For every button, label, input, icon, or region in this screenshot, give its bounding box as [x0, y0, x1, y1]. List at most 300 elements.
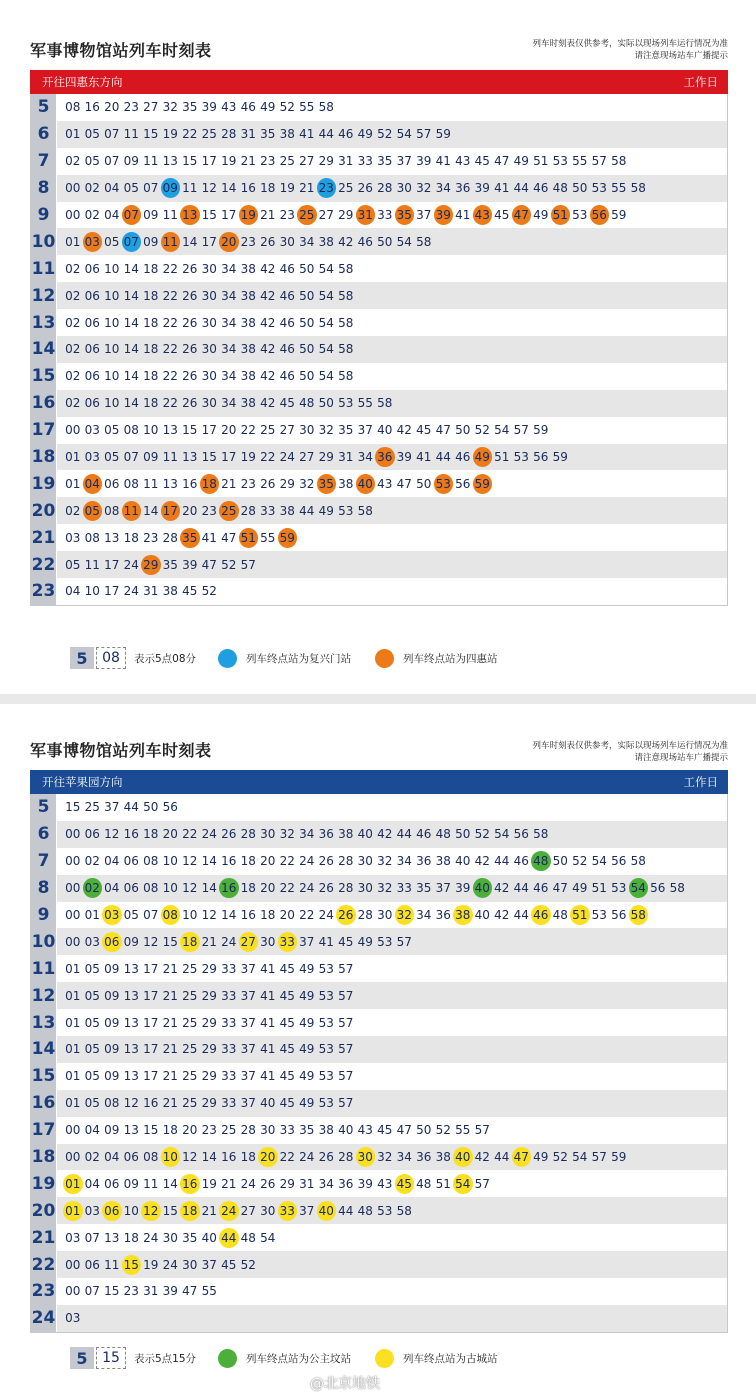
minute-cell: 21	[201, 934, 217, 949]
minute-cell: 09	[123, 1176, 139, 1191]
minute-cell: 25	[338, 181, 354, 196]
minute-cell-yellow: 03	[102, 905, 122, 925]
table-row	[31, 1305, 727, 1332]
minute-cell: 01	[65, 450, 81, 465]
minute-cell-green: 54	[629, 878, 649, 898]
minute-cell: 45	[279, 988, 295, 1003]
table-row	[31, 848, 727, 875]
minute-cell: 30	[182, 1257, 198, 1272]
minute-cell: 31	[240, 127, 256, 142]
minute-cell: 55	[260, 530, 276, 545]
minute-cell: 30	[201, 396, 217, 411]
minute-cell: 19	[221, 154, 237, 169]
table-row	[31, 1251, 727, 1278]
minute-cell: 32	[377, 1150, 393, 1165]
minute-cell: 34	[221, 369, 237, 384]
minute-cell: 22	[162, 342, 178, 357]
table-row	[31, 497, 727, 524]
minute-cell: 42	[396, 423, 412, 438]
table-row	[31, 309, 727, 336]
minute-cell: 53	[591, 908, 607, 922]
minute-cell: 50	[455, 827, 471, 842]
minute-cell: 48	[416, 1176, 432, 1191]
minute-cell: 41	[494, 181, 510, 196]
minute-cell: 04	[104, 881, 120, 896]
minute-cell: 09	[104, 1042, 120, 1057]
minute-cell: 51	[533, 154, 549, 169]
disclaimer-line-1: 列车时刻表仅供参考，实际以现场列车运行情况为准	[532, 39, 728, 49]
minute-cell: 57	[338, 988, 354, 1003]
legend-dot-icon	[218, 1349, 237, 1368]
minute-cell: 17	[143, 988, 159, 1003]
minute-cell: 06	[123, 881, 139, 896]
table-row	[31, 148, 727, 175]
minute-cell: 37	[435, 881, 451, 896]
minute-cell: 02	[65, 154, 81, 169]
hour-cell: 5	[31, 794, 57, 821]
table-row	[31, 255, 727, 282]
minute-cell: 24	[299, 1150, 315, 1165]
minute-cell: 07	[104, 127, 120, 142]
minute-cell: 33	[221, 988, 237, 1003]
minute-cell: 13	[123, 961, 139, 976]
minute-cell-green: 48	[531, 851, 551, 871]
minute-cell: 58	[416, 234, 432, 249]
minute-cell: 20	[182, 503, 198, 518]
table-row	[31, 1278, 727, 1305]
hour-cell: 14	[31, 1036, 57, 1063]
minute-cell: 51	[591, 881, 607, 896]
minute-cell: 57	[240, 557, 256, 572]
minute-cell: 54	[318, 342, 334, 357]
table-row	[31, 282, 727, 309]
table-row	[31, 821, 727, 848]
minute-cell: 25	[182, 1069, 198, 1084]
minute-cell: 50	[318, 396, 334, 411]
legend-item	[218, 1349, 351, 1368]
minute-cell: 11	[143, 1176, 159, 1191]
minute-cell: 44	[494, 854, 510, 869]
minute-cell: 57	[474, 1123, 490, 1138]
minute-cell: 59	[611, 1150, 627, 1165]
legend	[70, 647, 522, 669]
minute-cell: 13	[123, 1069, 139, 1084]
minute-cell-orange: 36	[375, 447, 395, 467]
minute-cell: 33	[396, 881, 412, 896]
minute-cell: 29	[201, 1015, 217, 1030]
minute-cell: 10	[123, 1203, 139, 1218]
minute-cell: 45	[338, 934, 354, 949]
minute-cell: 54	[396, 127, 412, 142]
minute-cell-orange: 40	[356, 474, 376, 494]
minute-cell: 31	[143, 584, 159, 599]
minute-cell: 04	[65, 584, 81, 599]
minute-cell: 54	[260, 1230, 276, 1245]
minutes-list	[57, 1063, 356, 1090]
legend-item	[375, 649, 498, 668]
minute-cell: 17	[221, 208, 237, 222]
minute-cell: 54	[494, 827, 510, 842]
minute-cell: 14	[221, 908, 237, 922]
minute-cell: 24	[299, 881, 315, 896]
minute-cell: 03	[65, 1230, 81, 1245]
minute-cell: 22	[162, 288, 178, 303]
table-row	[31, 1144, 727, 1171]
minute-cell-yellow: 16	[180, 1174, 200, 1194]
minute-cell: 49	[299, 1069, 315, 1084]
minute-cell: 25	[182, 988, 198, 1003]
minute-cell: 57	[591, 1150, 607, 1165]
minute-cell-blue: 09	[161, 178, 181, 198]
legend-dot-icon	[375, 1349, 394, 1368]
minute-cell: 45	[474, 154, 490, 169]
minute-cell: 29	[338, 208, 354, 222]
minute-cell: 55	[455, 1123, 471, 1138]
minute-cell: 00	[65, 881, 81, 896]
hour-cell: 18	[31, 1144, 57, 1171]
minute-cell: 32	[318, 423, 334, 438]
minute-cell: 56	[513, 827, 529, 842]
minute-cell-yellow: 18	[180, 932, 200, 952]
minute-cell: 30	[201, 261, 217, 276]
minute-cell: 41	[318, 934, 334, 949]
hour-cell: 12	[31, 982, 57, 1009]
minute-cell: 12	[201, 908, 217, 922]
minute-cell: 05	[65, 557, 81, 572]
minute-cell: 23	[123, 100, 139, 115]
hour-cell: 10	[31, 928, 57, 955]
minute-cell: 50	[455, 423, 471, 438]
minute-cell: 23	[123, 1284, 139, 1299]
table-row	[31, 1036, 727, 1063]
minute-cell: 22	[162, 396, 178, 411]
minute-cell-yellow: 06	[102, 932, 122, 952]
minute-cell: 46	[279, 315, 295, 330]
minutes-list	[57, 1197, 414, 1224]
minutes-list	[57, 1170, 492, 1197]
minute-cell: 14	[221, 181, 237, 196]
minute-cell: 04	[104, 854, 120, 869]
minute-cell: 32	[279, 827, 295, 842]
minute-cell: 44	[513, 908, 529, 922]
legend-dot-icon	[375, 649, 394, 668]
minute-cell-orange: 07	[122, 205, 142, 225]
minute-cell-yellow: 15	[122, 1255, 142, 1275]
minute-cell: 39	[162, 1284, 178, 1299]
legend-hour-sample: 5	[70, 1347, 94, 1369]
timetable-panel-east	[0, 0, 756, 694]
legend-item-label: 列车终点站为公主坟站	[246, 1352, 352, 1365]
minute-cell: 45	[221, 1257, 237, 1272]
minute-cell: 51	[435, 1176, 451, 1191]
minute-cell: 22	[299, 908, 315, 922]
minute-cell: 32	[416, 181, 432, 196]
minute-cell: 23	[279, 208, 295, 222]
minute-cell: 19	[162, 127, 178, 142]
minute-cell: 17	[143, 1069, 159, 1084]
minute-cell: 45	[416, 423, 432, 438]
minute-cell: 15	[182, 423, 198, 438]
minute-cell: 58	[338, 342, 354, 357]
minute-cell: 48	[240, 1230, 256, 1245]
minutes-list	[57, 1009, 356, 1036]
minute-cell: 34	[299, 234, 315, 249]
minute-cell: 22	[279, 881, 295, 896]
minute-cell: 09	[104, 988, 120, 1003]
minute-cell: 21	[162, 1069, 178, 1084]
minute-cell: 39	[396, 450, 412, 465]
minute-cell-orange: 20	[219, 232, 239, 252]
minute-cell-orange: 35	[180, 528, 200, 548]
minute-cell: 24	[123, 557, 139, 572]
minute-cell: 25	[182, 1042, 198, 1057]
minute-cell: 45	[182, 584, 198, 599]
watermark: @北京地铁	[310, 1376, 380, 1392]
minute-cell: 30	[357, 854, 373, 869]
minute-cell: 58	[338, 261, 354, 276]
minute-cell: 44	[396, 827, 412, 842]
minute-cell: 04	[104, 208, 120, 222]
minute-cell-yellow: 30	[356, 1147, 376, 1167]
minute-cell: 32	[377, 854, 393, 869]
minute-cell: 09	[104, 1123, 120, 1138]
minute-cell: 28	[357, 908, 373, 922]
minute-cell: 57	[338, 1069, 354, 1084]
minute-cell: 36	[318, 827, 334, 842]
minute-cell: 24	[201, 827, 217, 842]
minute-cell: 55	[611, 181, 627, 196]
minute-cell: 50	[416, 476, 432, 491]
minute-cell-orange: 56	[590, 205, 610, 225]
minute-cell-yellow: 47	[512, 1147, 532, 1167]
minute-cell: 46	[455, 450, 471, 465]
table-row	[31, 228, 727, 255]
minute-cell: 50	[377, 234, 393, 249]
minute-cell: 43	[221, 100, 237, 115]
minute-cell: 36	[435, 908, 451, 922]
hour-cell: 20	[31, 1197, 57, 1224]
minute-cell: 02	[84, 208, 100, 222]
minute-cell: 31	[143, 1284, 159, 1299]
minute-cell: 02	[84, 854, 100, 869]
minute-cell: 06	[84, 342, 100, 357]
minute-cell: 52	[474, 827, 490, 842]
minute-cell: 22	[162, 369, 178, 384]
minute-cell: 48	[552, 908, 568, 922]
hour-cell: 20	[31, 497, 57, 524]
minute-cell: 38	[318, 234, 334, 249]
minute-cell: 53	[318, 988, 334, 1003]
minute-cell: 12	[123, 1096, 139, 1111]
minute-cell: 44	[299, 503, 315, 518]
minute-cell: 02	[65, 315, 81, 330]
minute-cell: 27	[299, 154, 315, 169]
minute-cell: 17	[104, 557, 120, 572]
minute-cell-orange: 25	[219, 501, 239, 521]
minute-cell: 41	[260, 988, 276, 1003]
minute-cell: 03	[84, 450, 100, 465]
minute-cell: 25	[221, 1123, 237, 1138]
minute-cell: 34	[221, 261, 237, 276]
minute-cell-yellow: 18	[180, 1201, 200, 1221]
minute-cell: 44	[338, 1203, 354, 1218]
minute-cell: 13	[123, 1042, 139, 1057]
minute-cell: 00	[65, 1257, 81, 1272]
minute-cell: 55	[201, 1284, 217, 1299]
minute-cell: 33	[221, 1015, 237, 1030]
minute-cell: 48	[357, 1203, 373, 1218]
minute-cell: 06	[84, 396, 100, 411]
minute-cell-yellow: 51	[570, 905, 590, 925]
minute-cell: 10	[104, 396, 120, 411]
minute-cell: 54	[318, 261, 334, 276]
minute-cell: 36	[416, 1150, 432, 1165]
minute-cell: 00	[65, 934, 81, 949]
minute-cell: 58	[338, 288, 354, 303]
minute-cell-yellow: 40	[317, 1201, 337, 1221]
minute-cell: 29	[201, 1069, 217, 1084]
minute-cell: 30	[260, 934, 276, 949]
minute-cell: 22	[182, 827, 198, 842]
minute-cell: 13	[162, 423, 178, 438]
minute-cell: 06	[104, 476, 120, 491]
minute-cell: 12	[104, 827, 120, 842]
minutes-list	[57, 202, 629, 229]
minute-cell-yellow: 54	[453, 1174, 473, 1194]
minutes-list	[57, 1090, 356, 1117]
minute-cell: 39	[416, 154, 432, 169]
minute-cell: 33	[221, 1069, 237, 1084]
minute-cell: 55	[357, 396, 373, 411]
minute-cell-orange: 19	[239, 205, 259, 225]
minute-cell: 48	[552, 181, 568, 196]
minute-cell: 46	[513, 854, 529, 869]
minute-cell: 30	[279, 234, 295, 249]
minute-cell: 55	[299, 100, 315, 115]
minute-cell: 18	[240, 1150, 256, 1165]
minute-cell: 26	[318, 1150, 334, 1165]
hour-cell: 11	[31, 955, 57, 982]
minute-cell: 40	[357, 827, 373, 842]
minute-cell: 28	[338, 1150, 354, 1165]
minute-cell: 46	[416, 827, 432, 842]
hour-cell: 21	[31, 1224, 57, 1251]
legend-item-label: 列车终点站为古城站	[403, 1352, 498, 1365]
minute-cell: 30	[377, 908, 393, 922]
minute-cell: 10	[104, 369, 120, 384]
minute-cell: 35	[338, 423, 354, 438]
minute-cell: 47	[494, 154, 510, 169]
minute-cell: 35	[299, 1123, 315, 1138]
minute-cell: 39	[474, 181, 490, 196]
minute-cell: 11	[104, 1257, 120, 1272]
minute-cell: 21	[260, 208, 276, 222]
hour-cell: 5	[31, 94, 57, 121]
minute-cell: 44	[494, 1150, 510, 1165]
minute-cell: 19	[240, 450, 256, 465]
minute-cell: 49	[299, 1015, 315, 1030]
minute-cell: 27	[299, 450, 315, 465]
minute-cell: 32	[162, 100, 178, 115]
minute-cell: 12	[182, 1150, 198, 1165]
minute-cell: 23	[143, 530, 159, 545]
minute-cell: 14	[123, 261, 139, 276]
minute-cell: 47	[435, 423, 451, 438]
minute-cell: 49	[533, 208, 549, 222]
minute-cell: 42	[377, 827, 393, 842]
minute-cell: 26	[182, 288, 198, 303]
minute-cell: 28	[240, 1123, 256, 1138]
minute-cell: 07	[104, 154, 120, 169]
minute-cell: 39	[455, 881, 471, 896]
hour-cell: 19	[31, 1170, 57, 1197]
minute-cell: 54	[591, 854, 607, 869]
minute-cell: 03	[65, 530, 81, 545]
minute-cell: 06	[123, 854, 139, 869]
minute-cell: 49	[533, 1150, 549, 1165]
minute-cell: 42	[260, 342, 276, 357]
minute-cell: 41	[260, 1069, 276, 1084]
minute-cell: 02	[84, 181, 100, 196]
minutes-list	[57, 875, 687, 902]
minute-cell: 10	[104, 288, 120, 303]
minute-cell-yellow: 33	[278, 932, 298, 952]
minute-cell: 22	[182, 127, 198, 142]
minute-cell: 20	[260, 881, 276, 896]
minute-cell: 10	[143, 423, 159, 438]
minute-cell: 49	[357, 934, 373, 949]
minute-cell: 23	[240, 234, 256, 249]
minute-cell: 54	[396, 234, 412, 249]
minute-cell: 08	[143, 881, 159, 896]
legend-item	[218, 649, 351, 668]
minute-cell: 14	[123, 315, 139, 330]
minute-cell: 56	[611, 854, 627, 869]
hour-cell: 14	[31, 336, 57, 363]
minute-cell: 01	[65, 988, 81, 1003]
minute-cell: 22	[260, 450, 276, 465]
timetable-panel-west	[0, 704, 756, 1399]
minute-cell: 24	[123, 584, 139, 599]
minute-cell: 46	[279, 369, 295, 384]
minute-cell: 57	[513, 423, 529, 438]
minute-cell: 58	[533, 827, 549, 842]
minute-cell: 43	[377, 476, 393, 491]
minute-cell: 45	[494, 208, 510, 222]
minute-cell: 11	[143, 476, 159, 491]
minutes-list	[57, 417, 551, 444]
minute-cell: 18	[260, 181, 276, 196]
minute-cell: 45	[279, 396, 295, 411]
minute-cell: 57	[474, 1176, 490, 1191]
minute-cell: 49	[299, 961, 315, 976]
minute-cell: 37	[240, 1096, 256, 1111]
minutes-list	[57, 282, 356, 309]
hour-cell: 9	[31, 202, 57, 229]
minute-cell: 57	[338, 1015, 354, 1030]
minute-cell: 14	[201, 854, 217, 869]
minute-cell: 25	[182, 961, 198, 976]
day-type-label: 工作日	[683, 775, 718, 789]
minutes-list	[57, 1036, 356, 1063]
minute-cell: 37	[299, 1203, 315, 1218]
minute-cell: 16	[123, 827, 139, 842]
hour-cell: 13	[31, 1009, 57, 1036]
direction-label: 开往苹果园方向	[42, 775, 123, 789]
minute-cell-green: 02	[83, 878, 103, 898]
minute-cell: 06	[104, 1176, 120, 1191]
minute-cell: 24	[318, 908, 334, 922]
